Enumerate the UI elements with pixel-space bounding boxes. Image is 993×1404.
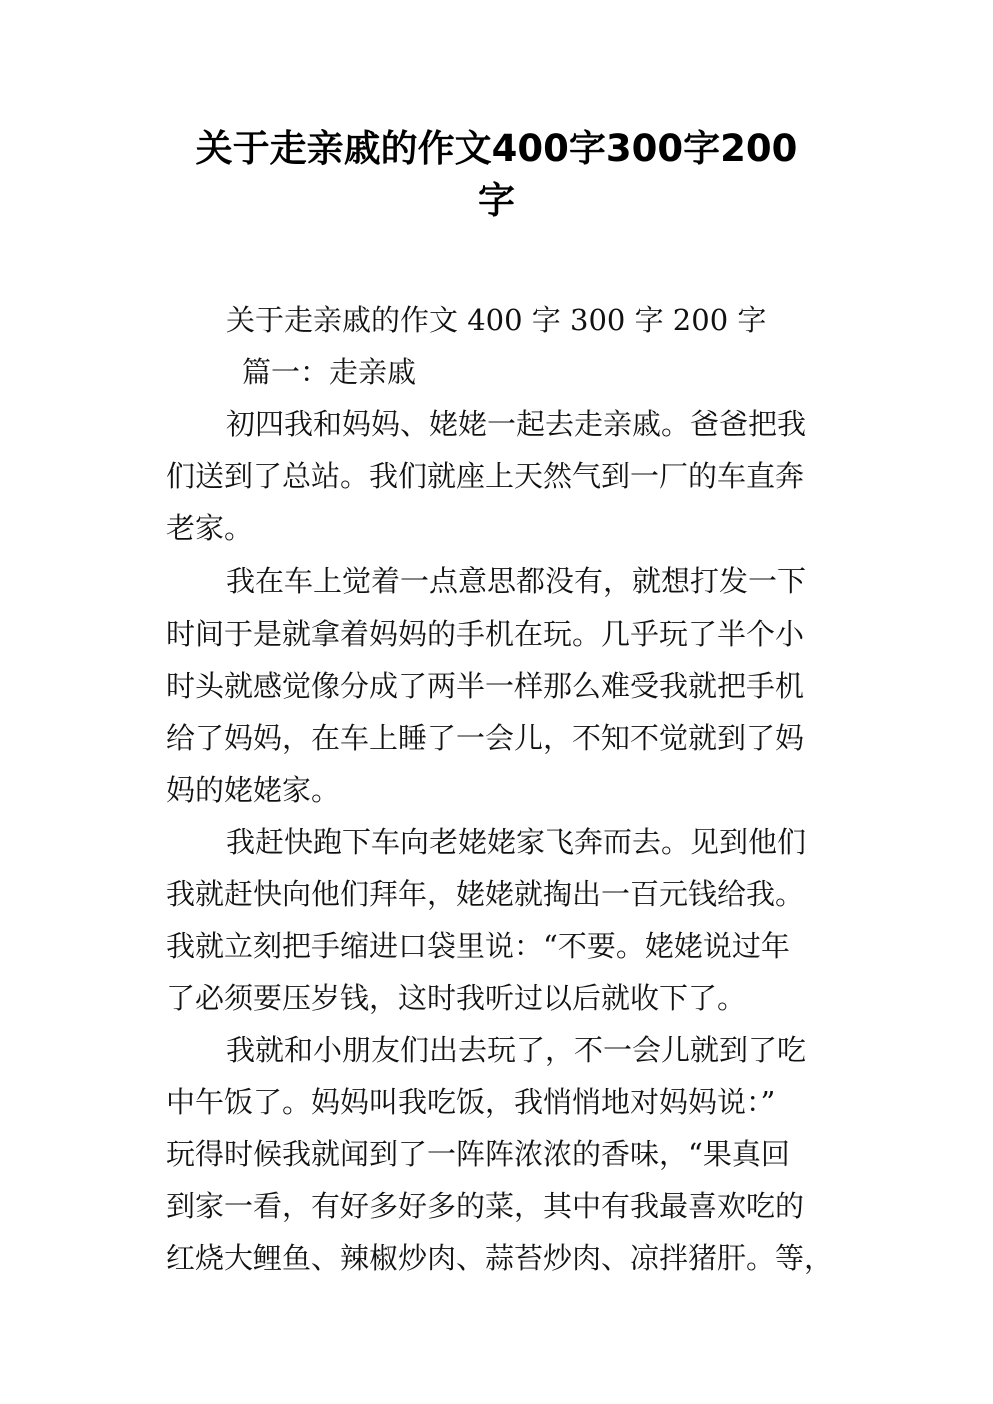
paragraph-2-line-4: 给了妈妈，在车上睡了一会儿，不知不觉就到了妈	[166, 721, 805, 755]
paragraph-4-line-4: 到家一看，有好多好多的菜，其中有我最喜欢吃的	[166, 1189, 805, 1223]
paragraph-4-line-1: 我就和小朋友们出去玩了，不一会儿就到了吃	[226, 1033, 807, 1067]
paragraph-2-line-5: 妈的姥姥家。	[166, 773, 341, 807]
paragraph-4-line-5: 红烧大鲤鱼、辣椒炒肉、蒜苔炒肉、凉拌猪肝。等，	[166, 1241, 834, 1275]
paragraph-3-line-2: 我就赶快向他们拜年，姥姥就掏出一百元钱给我。	[166, 877, 805, 911]
document-title-line-1: 关于走亲戚的作文400字300字200	[195, 127, 798, 170]
paragraph-4-line-2: 中午饭了。妈妈叫我吃饭，我悄悄地对妈妈说：”	[166, 1085, 776, 1119]
paragraph-1-line-1: 初四我和妈妈、姥姥一起去走亲戚。爸爸把我	[226, 407, 807, 441]
paragraph-3-line-1: 我赶快跑下车向老姥姥家飞奔而去。见到他们	[226, 825, 807, 859]
paragraph-2-line-1: 我在车上觉着一点意思都没有，就想打发一下	[226, 564, 807, 598]
paragraph-2-line-3: 时头就感觉像分成了两半一样那么难受我就把手机	[166, 669, 805, 703]
paragraph-3-line-3: 我就立刻把手缩进口袋里说：“不要。姥姥说过年	[166, 929, 790, 963]
section-heading: 篇一：走亲戚	[242, 355, 417, 389]
document-title-line-2: 字	[478, 179, 515, 222]
paragraph-2-line-2: 时间于是就拿着妈妈的手机在玩。几乎玩了半个小	[166, 617, 805, 651]
paragraph-3-line-4: 了必须要压岁钱，这时我听过以后就收下了。	[166, 981, 747, 1015]
paragraph-1-line-3: 老家。	[166, 511, 254, 545]
paragraph-4-line-3: 玩得时候我就闻到了一阵阵浓浓的香味，“果真回	[166, 1137, 790, 1171]
paragraph-1-line-2: 们送到了总站。我们就座上天然气到一厂的车直奔	[166, 459, 805, 493]
document-subtitle: 关于走亲戚的作文 400 字 300 字 200 字	[226, 303, 767, 337]
